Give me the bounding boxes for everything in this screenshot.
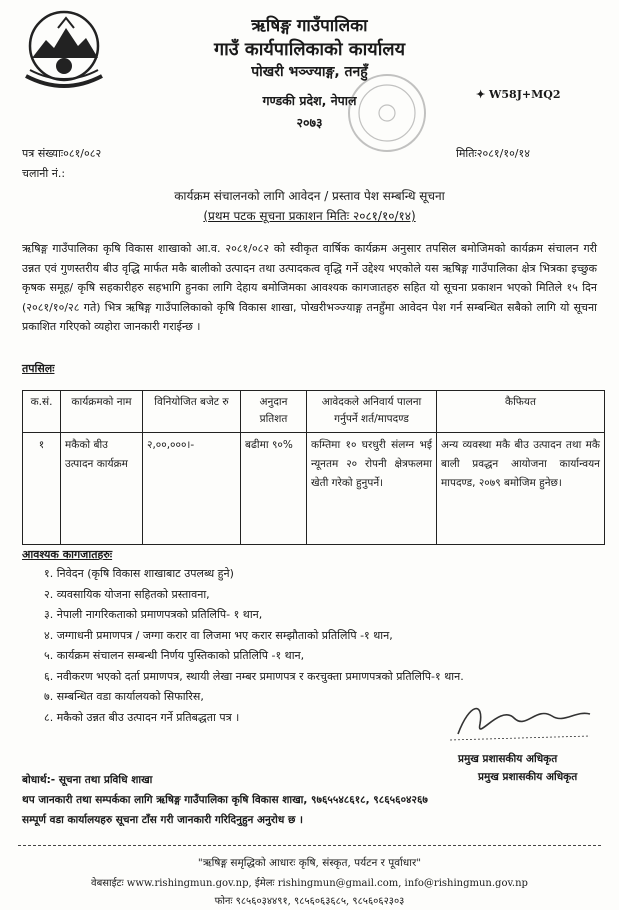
program-table — [22, 390, 605, 545]
table-cell: २,००,०००।- — [143, 433, 241, 545]
table-cell: मकैको बीउ उत्पादन कार्यक्रम — [61, 433, 143, 545]
footer-divider — [18, 845, 601, 846]
list-item: ३. नेपाली नागरिकताको प्रमाणपत्रको प्रतिलिपि- १ थान, — [44, 608, 263, 621]
list-item: २. व्यवसायिक योजना सहितको प्रस्तावना, — [44, 587, 210, 601]
table-row — [23, 433, 605, 545]
dispatch-number: चलानी नं.: — [22, 167, 66, 180]
schedule-label: तपसिलः — [22, 362, 55, 375]
column-header: आवेदकले अनिवार्य पालना गर्नुपर्ने शर्त/मापदण्ड — [307, 391, 437, 433]
table-cell: १ — [23, 433, 61, 545]
column-header: कैफियत — [437, 391, 605, 433]
footer-motto: "ऋषिङ्ग समृद्धिको आधारः कृषि, संस्कृत, पर्यटन र पूर्वाधार" — [197, 857, 422, 869]
signatory-name: प्रमुख प्रशासकीय अधिकृत — [458, 753, 558, 765]
list-item: ८. मकैको उन्नत बीउ उत्पादन गर्ने प्रतिबद्धता पत्र । — [44, 710, 240, 724]
plus-code: ✦ W58J+MQ2 — [476, 88, 561, 101]
handwritten-signature-icon — [440, 694, 600, 750]
column-header: क.सं. — [23, 391, 61, 433]
signatory-title: प्रमुख प्रशासकीय अधिकृत — [478, 771, 578, 783]
footer-web-email: वेबसाईटः www.rishingmun.gov.np, ईमेलः rishingmun@gmail.com, info@rishingmun.gov.np — [91, 878, 528, 889]
notice-body: ऋषिङ्ग गाउँपालिका कृषि विकास शाखाको आ.व. २०८१/०८२ को स्वीकृत वार्षिक कार्यक्रम अनुसार तपसिल बमोजिमको कार्यक्रम संचालन गरी उन्नत एवं गुणस्तरीय बीउ वृद्धि मार्फत मकै बालीको उत्पादन तथा उत्पादकत्व वृद्धि गर्ने उद्देश्य भएकोले यस ऋषिङ्ग गाउँपालिका क्षेत्र भित्रका इच्छुक कृषक समूह/ कृषि सहकारीहरु सहभागि हुनका लागि देहाय बमोजिमका आवश्यक कागजातहरु सहित यो सूचना प्रकाशन भएको मितिले १५ दिन (२०८१/१०/२८ गते) भित्र ऋषिङ्ग गाउँपालिकाको कृषि विकास शाखा, पोखरीभञ्ज्याङ्ग तनहुँमा आवेदन पेश गर्न सम्बन्धित सबैको लागि यो सूचना प्रकाशित गरिएको व्यहोरा जानकारी गराईन्छ । — [22, 242, 597, 333]
office-name: गाउँ कार्यपालिकाको कार्यालय — [213, 39, 406, 60]
list-item: ७. सम्बन्धित वडा कार्यालयको सिफारिस, — [44, 690, 204, 703]
table-cell: कम्तिमा १० घरधुरी संलग्न भई न्यूनतम २० रोपनी क्षेत्रफलमा खेती गरेको हुनुपर्ने। — [307, 433, 437, 545]
established-year: २०७३ — [296, 115, 323, 130]
column-header: अनुदान प्रतिशत — [241, 391, 307, 433]
office-address: पोखरी भञ्ज्याङ्ग, तनहुँ — [251, 64, 368, 80]
table-header-row — [23, 391, 605, 433]
municipality-name: ऋषिङ्ग गाउँपालिका — [251, 16, 368, 36]
list-item: ५. कार्यक्रम संचालन सम्बन्धी निर्णय पुस्तिकाको प्रतिलिपि -१ थान, — [44, 649, 305, 662]
cc-note: बोधार्थ:- सूचना तथा प्रविधि शाखा — [22, 774, 153, 786]
column-header: विनियोजित बजेट रु — [143, 391, 241, 433]
list-item: ४. जग्गाधनी प्रमाणपत्र / जग्गा करार वा लिजमा भए करार सम्झौताको प्रतिलिपि -१ थान, — [44, 628, 393, 642]
table-cell: अन्य व्यवस्था मकै बीउ उत्पादन तथा मकै बाली प्रवद्धन आयोजना कार्यान्वयन मापदण्ड, २०७९ बमोजिम हुनेछ। — [437, 433, 605, 545]
office-stamp-icon — [344, 70, 430, 156]
subject-publication-date: (प्रथम पटक सूचना प्रकाशन मितिः २०८१/१०/१४) — [203, 209, 416, 223]
posting-note: सम्पूर्ण वडा कार्यालयहरु सूचना टाँस गरी जानकारी गरिदिनुहुन अनुरोध छ । — [22, 814, 303, 826]
required-documents-title: आवश्यक कागजातहरुः — [22, 548, 113, 561]
province-name: गण्डकी प्रदेश, नेपाल — [262, 93, 357, 108]
subject-title: कार्यक्रम संचालनको लागि आवेदन / प्रस्ताव पेश सम्बन्धि सूचना — [174, 189, 445, 203]
list-item: ६. नवीकरण भएको दर्ता प्रमाणपत्र, स्थायी लेखा नम्बर प्रमाणपत्र र करचुक्ता प्रमाणपत्रको प्रतिलिपि-१ थान. — [44, 669, 464, 683]
reference-number: पत्र संख्याः०८१/०८२ — [22, 147, 102, 160]
list-item: १. निवेदन (कृषि विकास शाखाबाट उपलब्ध हुने) — [44, 567, 234, 580]
contact-note: थप जानकारी तथा सम्पर्कका लागि ऋषिङ्ग गाउँपालिका कृषि विकास शाखा, ९७६५५४८६१८, ९८६५६०४२६७ — [22, 794, 428, 806]
table-cell: बढीमा ९०% — [241, 433, 307, 545]
column-header: कार्यक्रमको नाम — [61, 391, 143, 433]
footer-phone: फोनः ९८५६०३४४९१, ९८५६०६३६८५, ९८५६०६२३०३ — [214, 896, 405, 907]
notice-date: मितिः२०८१/१०/१४ — [456, 147, 530, 160]
